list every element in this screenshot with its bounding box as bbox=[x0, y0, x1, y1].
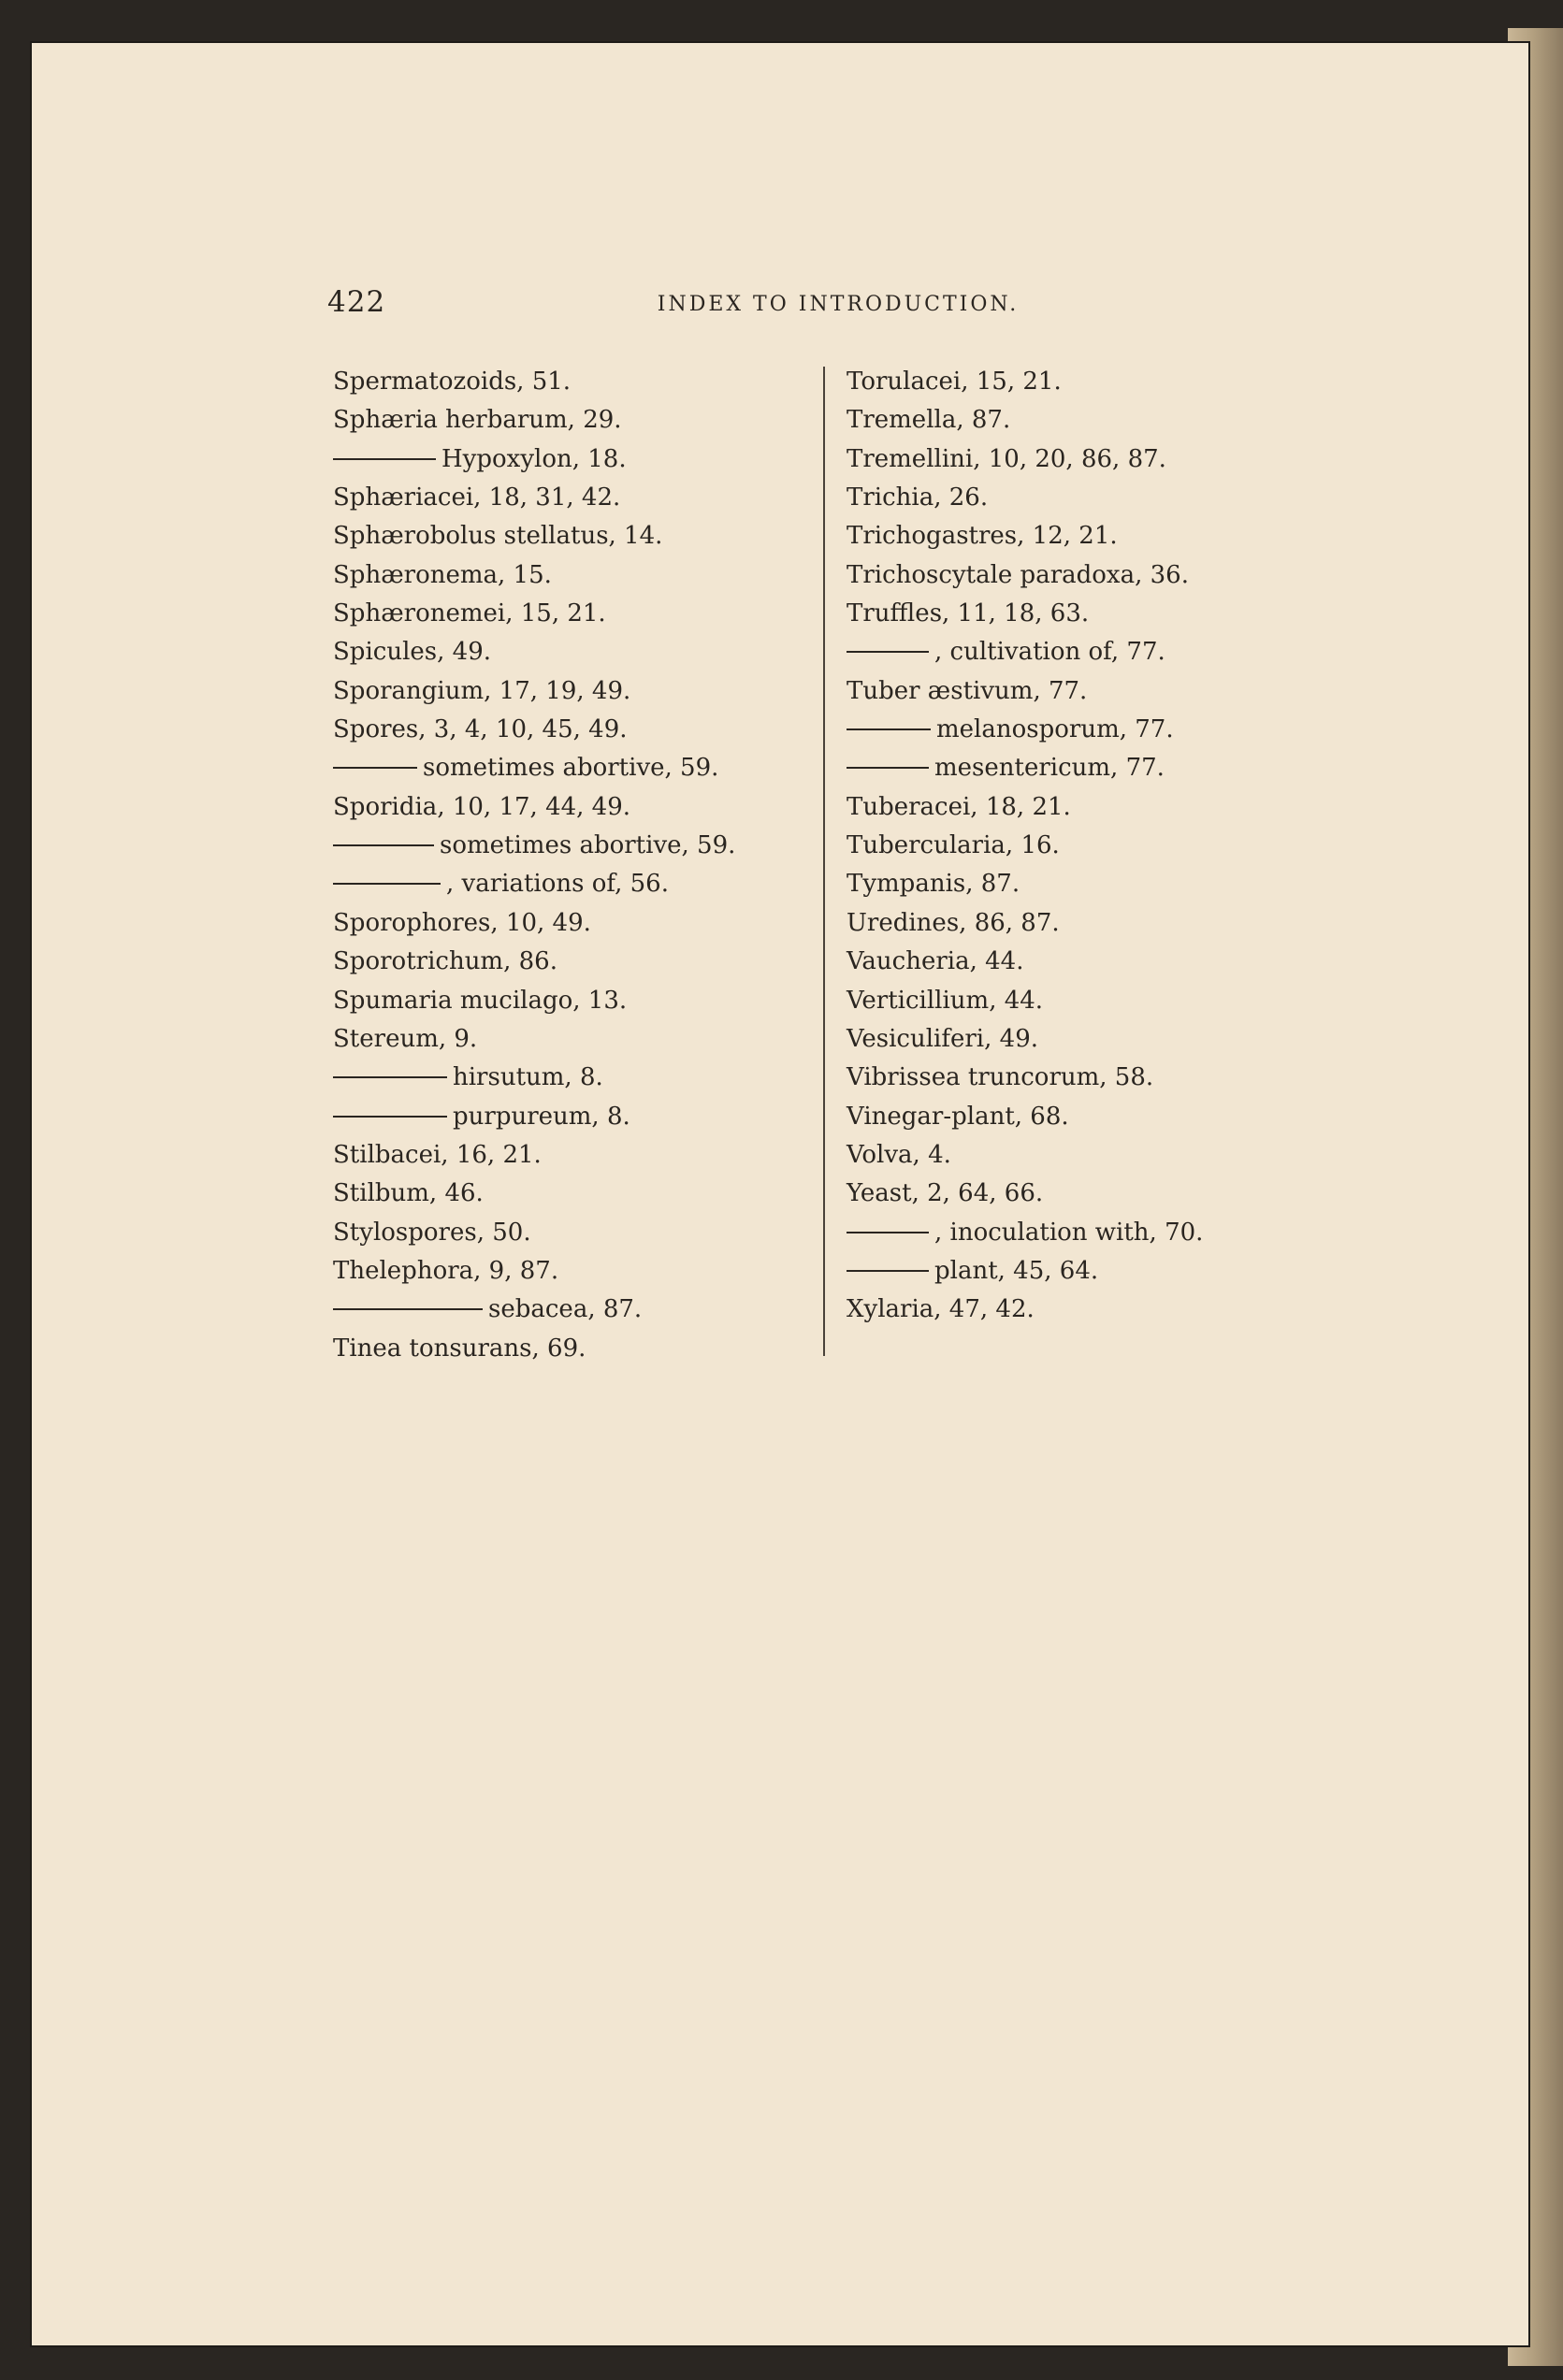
index-entry-text: Stylospores, 50. bbox=[333, 1218, 531, 1247]
index-entry bbox=[333, 982, 810, 1020]
index-entry bbox=[333, 1214, 810, 1252]
index-entry bbox=[333, 633, 810, 671]
index-entry bbox=[333, 672, 810, 711]
index-entry bbox=[333, 904, 810, 943]
index-entry bbox=[333, 363, 810, 401]
index-entry bbox=[847, 1059, 1342, 1097]
index-entry-text: Stereum, 9. bbox=[333, 1024, 478, 1053]
page-number: 422 bbox=[327, 285, 386, 319]
index-entry bbox=[333, 1020, 810, 1059]
index-column-left bbox=[333, 363, 810, 1368]
index-entry bbox=[333, 1175, 810, 1213]
index-entry bbox=[333, 1330, 810, 1368]
index-entry-text: Stilbacei, 16, 21. bbox=[333, 1140, 542, 1169]
index-entry bbox=[333, 1098, 810, 1136]
index-entry-text: Tremellini, 10, 20, 86, 87. bbox=[847, 444, 1166, 473]
index-entry-text: sebacea, 87. bbox=[488, 1295, 643, 1324]
index-entry-text: Spumaria mucilago, 13. bbox=[333, 986, 628, 1015]
index-entry bbox=[333, 595, 810, 633]
index-entry-text: Spicules, 49. bbox=[333, 638, 491, 667]
ditto-rule bbox=[847, 767, 929, 769]
index-entry-text: Tubercularia, 16. bbox=[847, 831, 1060, 860]
index-entry bbox=[847, 982, 1342, 1020]
index-entry bbox=[847, 788, 1342, 827]
index-entry bbox=[847, 1252, 1342, 1291]
index-entry-text: Sphæriacei, 18, 31, 42. bbox=[333, 483, 621, 512]
ditto-rule bbox=[333, 1076, 447, 1078]
index-entry-text: Sphærobolus stellatus, 14. bbox=[333, 522, 663, 551]
index-entry-text: Vesiculiferi, 49. bbox=[847, 1024, 1039, 1053]
index-entry bbox=[847, 904, 1342, 943]
index-entry bbox=[847, 1020, 1342, 1059]
index-entry-text: Vaucheria, 44. bbox=[847, 947, 1024, 976]
ditto-rule bbox=[847, 1270, 929, 1272]
ditto-rule bbox=[847, 728, 931, 730]
ditto-rule bbox=[333, 883, 441, 885]
index-entry-text: Tympanis, 87. bbox=[847, 870, 1020, 899]
index-entry bbox=[333, 1136, 810, 1175]
index-entry-text: Tremella, 87. bbox=[847, 406, 1011, 435]
index-entry-text: , variations of, 56. bbox=[446, 870, 669, 899]
index-entry-text: Volva, 4. bbox=[847, 1140, 951, 1169]
index-entry bbox=[847, 827, 1342, 865]
index-entry bbox=[333, 440, 810, 479]
index-entry bbox=[847, 1136, 1342, 1175]
index-entry bbox=[333, 401, 810, 440]
index-entry-text: Trichoscytale paradoxa, 36. bbox=[847, 560, 1189, 589]
index-entry-text: Verticillium, 44. bbox=[847, 986, 1044, 1015]
index-entry bbox=[333, 749, 810, 787]
index-entry bbox=[847, 1291, 1342, 1329]
ditto-rule bbox=[847, 651, 929, 653]
index-entry-text: Truffles, 11, 18, 63. bbox=[847, 599, 1090, 628]
index-entry-text: Tinea tonsurans, 69. bbox=[333, 1334, 586, 1363]
index-entry-text: Sporangium, 17, 19, 49. bbox=[333, 676, 631, 705]
index-entry bbox=[333, 1291, 810, 1329]
index-entry bbox=[847, 363, 1342, 401]
index-entry-text: Stilbum, 46. bbox=[333, 1179, 484, 1208]
index-entry bbox=[333, 827, 810, 865]
index-entry bbox=[333, 1252, 810, 1291]
index-entry-text: Yeast, 2, 64, 66. bbox=[847, 1179, 1044, 1208]
index-entry bbox=[333, 1059, 810, 1097]
index-entry-text: Sporotrichum, 86. bbox=[333, 947, 557, 976]
index-entry bbox=[333, 865, 810, 903]
index-entry-text: Sphæronema, 15. bbox=[333, 560, 552, 589]
index-entry bbox=[333, 943, 810, 981]
index-entry bbox=[333, 556, 810, 595]
index-entry-text: , cultivation of, 77. bbox=[934, 638, 1165, 667]
ditto-rule bbox=[333, 1308, 483, 1310]
index-entry-text: Vibrissea truncorum, 58. bbox=[847, 1063, 1154, 1092]
index-entry-text: Vinegar-plant, 68. bbox=[847, 1102, 1069, 1131]
index-entry-text: purpureum, 8. bbox=[453, 1102, 630, 1131]
index-entry-text: sometimes abortive, 59. bbox=[423, 754, 719, 783]
index-entry-text: Spermatozoids, 51. bbox=[333, 368, 572, 396]
index-column-right bbox=[847, 363, 1342, 1330]
index-entry-text: Xylaria, 47, 42. bbox=[847, 1295, 1035, 1324]
index-entry-text: plant, 45, 64. bbox=[934, 1256, 1099, 1285]
index-entry bbox=[847, 556, 1342, 595]
index-entry bbox=[333, 517, 810, 555]
index-entry-text: Trichia, 26. bbox=[847, 483, 989, 512]
index-entry bbox=[333, 788, 810, 827]
index-entry-text: Sphæronemei, 15, 21. bbox=[333, 599, 606, 628]
index-entry-text: Torulacei, 15, 21. bbox=[847, 368, 1062, 396]
index-entry bbox=[847, 440, 1342, 479]
index-entry-text: , inoculation with, 70. bbox=[934, 1218, 1204, 1247]
column-divider bbox=[823, 367, 825, 1356]
index-entry-text: Trichogastres, 12, 21. bbox=[847, 522, 1118, 551]
running-title: INDEX TO INTRODUCTION. bbox=[657, 293, 1020, 316]
index-entry-text: Sporophores, 10, 49. bbox=[333, 908, 591, 937]
index-entry bbox=[847, 943, 1342, 981]
index-entry bbox=[847, 633, 1342, 671]
index-entry bbox=[847, 595, 1342, 633]
index-entry-text: Tuber æstivum, 77. bbox=[847, 676, 1088, 705]
index-entry bbox=[847, 1175, 1342, 1213]
index-entry-text: melanosporum, 77. bbox=[936, 715, 1174, 744]
index-entry bbox=[847, 401, 1342, 440]
ditto-rule bbox=[333, 844, 434, 846]
index-entry bbox=[847, 711, 1342, 749]
index-entry-text: Thelephora, 9, 87. bbox=[333, 1256, 559, 1285]
index-entry bbox=[847, 479, 1342, 517]
index-entry-text: sometimes abortive, 59. bbox=[440, 831, 736, 860]
index-entry-text: Hypoxylon, 18. bbox=[441, 444, 627, 473]
index-entry-text: Sporidia, 10, 17, 44, 49. bbox=[333, 792, 631, 821]
page-header bbox=[296, 285, 1399, 332]
index-entry bbox=[847, 1098, 1342, 1136]
index-entry bbox=[847, 749, 1342, 787]
index-entry-text: Sphæria herbarum, 29. bbox=[333, 406, 622, 435]
index-entry bbox=[333, 711, 810, 749]
index-entry-text: Spores, 3, 4, 10, 45, 49. bbox=[333, 715, 628, 744]
index-entry bbox=[333, 479, 810, 517]
index-entry-text: Uredines, 86, 87. bbox=[847, 908, 1060, 937]
ditto-rule bbox=[333, 458, 436, 460]
index-entry-text: hirsutum, 8. bbox=[453, 1063, 603, 1092]
ditto-rule bbox=[847, 1232, 929, 1233]
ditto-rule bbox=[333, 767, 417, 769]
index-entry bbox=[847, 672, 1342, 711]
index-entry-text: mesentericum, 77. bbox=[934, 754, 1165, 783]
ditto-rule bbox=[333, 1116, 447, 1118]
index-entry bbox=[847, 1214, 1342, 1252]
index-entry bbox=[847, 865, 1342, 903]
index-entry bbox=[847, 517, 1342, 555]
index-entry-text: Tuberacei, 18, 21. bbox=[847, 792, 1071, 821]
